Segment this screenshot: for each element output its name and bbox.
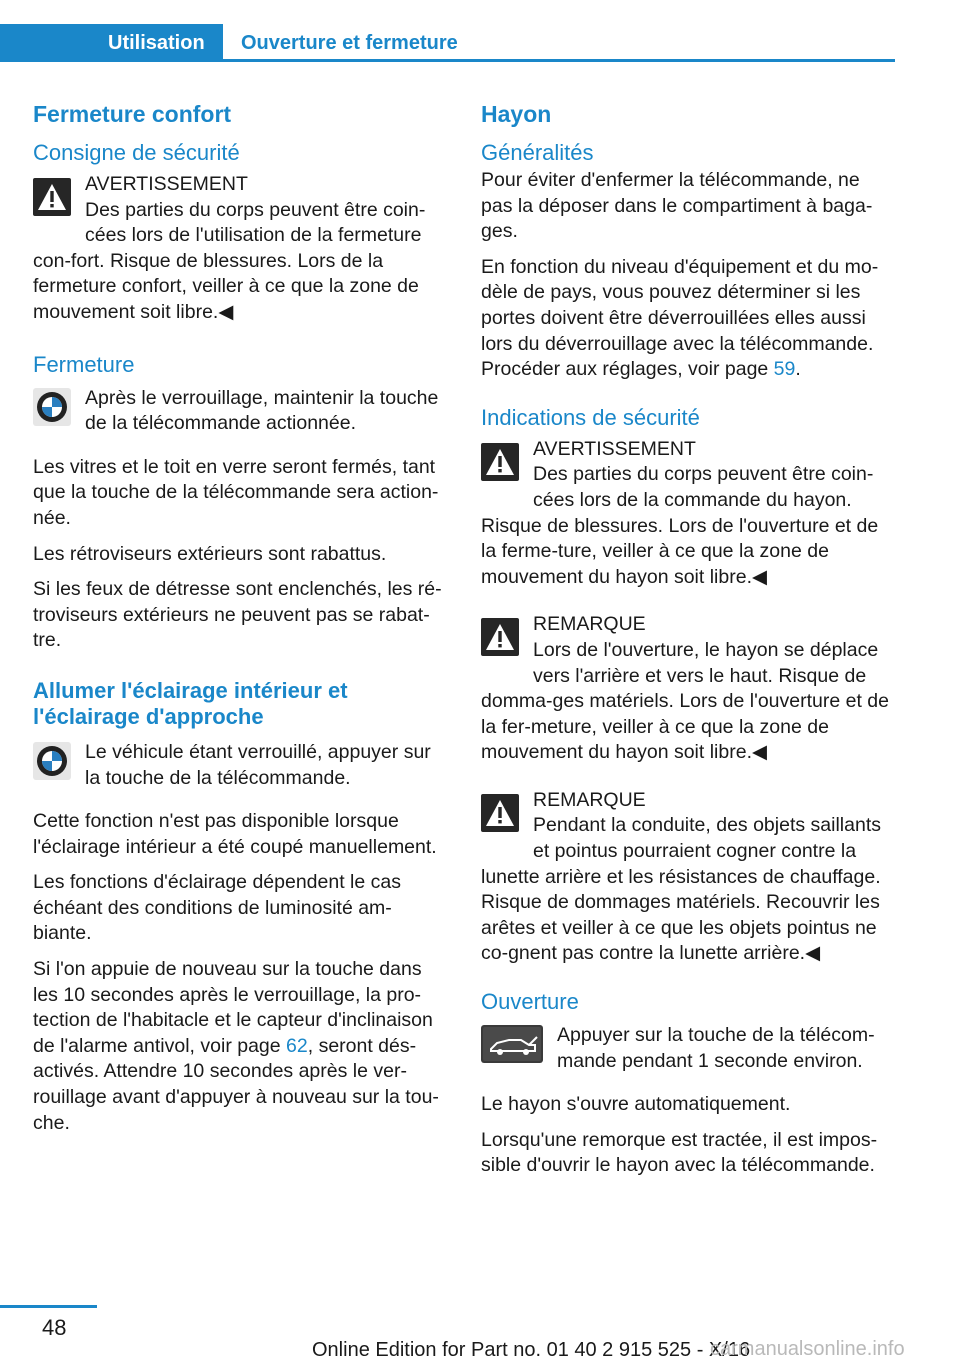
remote-instruction xyxy=(33,386,448,437)
warning-title: AVERTISSEMENT xyxy=(533,437,696,460)
closing-instruction-text: Après le verrouillage, maintenir la touche de la télécommande actionnée. xyxy=(85,386,439,435)
paragraph-text: , seront dés‐activés. Attendre 10 secondes après le ver‐rouillage avant d'appuyer à nouveau sur la tou‐che. xyxy=(33,1034,439,1134)
heading-indications-securite: Indications de sécurité xyxy=(481,404,700,430)
paragraph-text: En fonction du niveau d'équipement et du mo‐dèle de pays, vous pouvez déterminer si les portes doivent être déverrouillées elles aussi lors du déverrouillage avec la télécommande. Procéder aux réglages, voir page xyxy=(481,255,879,381)
notice-title: REMARQUE xyxy=(533,788,646,811)
opening-instruction-text: Appuyer sur la touche de la télécom‐mande pendant 1 seconde environ. xyxy=(557,1024,875,1072)
paragraph: Le hayon s'ouvre automatiquement. xyxy=(481,1093,791,1116)
heading-eclairage: Allumer l'éclairage intérieur et l'éclairage d'approche xyxy=(33,677,348,729)
warning-triangle-icon xyxy=(33,178,71,224)
bmw-remote-key-icon xyxy=(33,388,71,434)
paragraph: Lorsqu'une remorque est tractée, il est impos‐sible d'ouvrir le hayon avec la télécommande. xyxy=(481,1128,878,1177)
warning-text: Des parties du corps peuvent être coin‐cées lors de l'utilisation de la fermeture con‐fort. Risque de blessures. Lors de la fermeture confort, veiller à ce que la zone de mouvement soit libre.◀ xyxy=(33,198,426,323)
paragraph: Les vitres et le toit en verre seront fermés, tant que la touche de la télécommande sera action‐née. xyxy=(33,455,439,529)
paragraph: Les rétroviseurs extérieurs sont rabattus. xyxy=(33,542,387,565)
lighting-instruction-text: Le véhicule étant verrouillé, appuyer sur la touche de la télécommande. xyxy=(85,740,431,789)
paragraph: Pour éviter d'enfermer la télécommande, ne pas la déposer dans le compartiment à baga‐ges. xyxy=(481,169,873,243)
heading-generalites: Généralités xyxy=(481,140,594,165)
edition-note: Online Edition for Part no. 01 40 2 915 525 - X/16 xyxy=(312,1339,751,1361)
trunk-button-instruction xyxy=(481,1023,896,1074)
footer-rule xyxy=(0,1305,97,1308)
notice-text: Pendant la conduite, des objets saillants et pointus pourraient cogner contre la lunette arrière et les résistances de chauffage. Risque de dommages matériels. Recouvrir les arêtes et veiller à ce que les objets pointus ne co‐gnent pas contre la lunette arrière.◀ xyxy=(481,814,881,965)
bmw-remote-key-icon xyxy=(33,742,71,788)
warning-box xyxy=(481,437,896,591)
warning-triangle-icon xyxy=(481,794,519,840)
paragraph: Si les feux de détresse sont enclenchés, les ré‐troviseurs extérieurs ne peuvent pas se rabat‐tre. xyxy=(33,578,442,652)
warning-triangle-icon xyxy=(481,443,519,489)
paragraph xyxy=(481,255,896,383)
right-column xyxy=(481,100,896,1189)
warning-text: Des parties du corps peuvent être coin‐cées lors de la commande du hayon. Risque de blessures. Lors de l'ouverture et de la ferme‐ture, veiller à ce que la zone de mouvement du hayon soit libre.◀ xyxy=(481,463,879,588)
header-bar xyxy=(0,24,895,62)
paragraph-text: Si l'on appuie de nouveau sur la touche dans les 10 secondes après le verrouillage, la pro‐tection de l'habitacle et le capteur d'inclinaison de l'alarme antivol, voir page xyxy=(33,958,433,1057)
heading-ouverture: Ouverture xyxy=(481,989,579,1015)
notice-box xyxy=(481,788,896,967)
header-rule xyxy=(0,59,895,62)
remote-instruction xyxy=(33,740,448,791)
warning-box xyxy=(33,172,448,326)
warning-title: AVERTISSEMENT xyxy=(85,173,248,195)
paragraph xyxy=(33,957,448,1136)
paragraph-text: . xyxy=(795,358,801,381)
page-number: 48 xyxy=(42,1315,67,1340)
heading-consigne-securite: Consigne de sécurité xyxy=(33,140,240,165)
section-title-hayon: Hayon xyxy=(481,101,552,127)
tab-ouverture-fermeture[interactable]: Ouverture et fermeture xyxy=(241,32,458,54)
notice-box xyxy=(481,612,896,766)
page-footer xyxy=(0,1300,960,1362)
tab-utilisation[interactable]: Utilisation xyxy=(0,24,223,62)
warning-triangle-icon xyxy=(481,618,519,664)
left-column xyxy=(33,100,448,1146)
page-link-59[interactable]: 59 xyxy=(773,358,796,381)
heading-fermeture: Fermeture xyxy=(33,351,135,377)
page-link-62[interactable]: 62 xyxy=(286,1034,308,1057)
section-title-fermeture-confort: Fermeture confort xyxy=(33,101,232,127)
trunk-open-icon xyxy=(481,1025,543,1071)
paragraph: Cette fonction n'est pas disponible lorsque l'éclairage intérieur a été coupé manuellement. xyxy=(33,810,437,858)
notice-text: Lors de l'ouverture, le hayon se déplace vers l'arrière et vers le haut. Risque de domma‐ges matériels. Lors de l'ouverture et de la fer‐meture, veiller à ce que la zone de mouvement du hayon soit libre.◀ xyxy=(481,638,889,764)
paragraph: Les fonctions d'éclairage dépendent le cas échéant des conditions de luminosité am‐biante. xyxy=(33,871,401,945)
watermark: carmanualsonline.info xyxy=(710,1338,905,1360)
notice-title: REMARQUE xyxy=(533,613,646,636)
